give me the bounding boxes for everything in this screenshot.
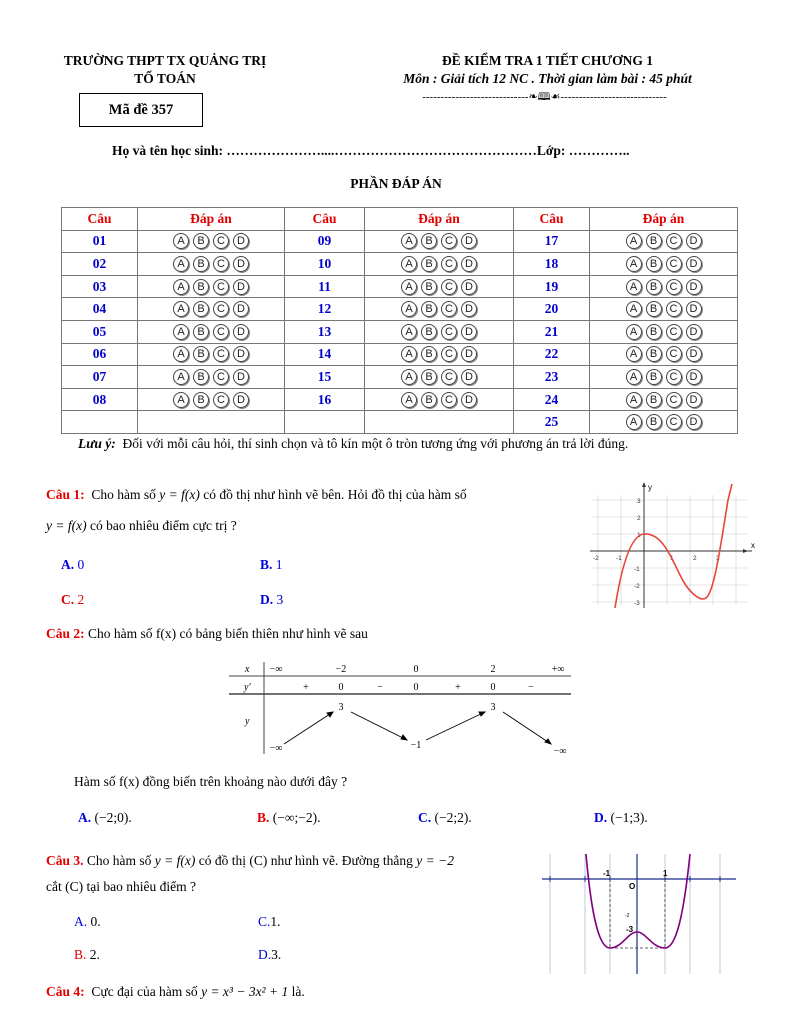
answer-row <box>62 253 738 276</box>
answer-bubble-b[interactable]: B <box>193 324 209 340</box>
answer-row <box>62 343 738 366</box>
answer-bubble-b[interactable]: B <box>646 369 662 385</box>
answer-bubbles <box>590 366 738 389</box>
answer-bubble-b[interactable]: B <box>646 414 662 430</box>
vt-yp-zero: 0 <box>490 682 496 693</box>
answer-bubbles <box>138 343 285 366</box>
header-divider: -----------------------------❧🕮☙----------------------------- <box>422 91 667 103</box>
answer-bubbles <box>138 230 285 253</box>
q2-option-a[interactable] <box>78 810 132 826</box>
question-number: 12 <box>285 298 365 321</box>
q3-function-graph <box>540 852 740 976</box>
q3-option-b[interactable] <box>74 947 100 963</box>
answer-bubble-d[interactable]: D <box>686 301 702 317</box>
q1-function-graph <box>588 480 756 610</box>
answer-bubbles <box>365 230 514 253</box>
q1-text-1: Cho hàm số <box>91 487 156 502</box>
answer-bubble-b[interactable]: B <box>193 369 209 385</box>
x-tick: 3 <box>716 555 720 562</box>
x-tick: 1 <box>663 869 668 878</box>
option-letter: B. <box>260 557 273 572</box>
q2-question: Hàm số f(x) đồng biến trên khoảng nào dưới đây ? <box>74 774 348 789</box>
x-tick: -2 <box>593 555 599 562</box>
option-value: 3. <box>271 947 282 962</box>
answer-bubble-d[interactable]: D <box>233 256 249 272</box>
question-number: 07 <box>62 366 138 389</box>
question-number: 04 <box>62 298 138 321</box>
option-letter: A. <box>61 557 75 572</box>
answer-bubbles <box>590 343 738 366</box>
answer-bubbles <box>365 275 514 298</box>
answer-row <box>62 320 738 343</box>
answer-bubble-b[interactable]: B <box>193 279 209 295</box>
answer-bubble-b[interactable]: B <box>646 392 662 408</box>
option-value: 1. <box>270 914 281 929</box>
answer-bubble-c[interactable]: C <box>666 346 682 362</box>
answer-bubble-a[interactable]: A <box>401 392 417 408</box>
question-number: 13 <box>285 320 365 343</box>
y-tick: -2 <box>625 913 630 919</box>
answer-bubble-c[interactable]: C <box>441 324 457 340</box>
vt-y-value: 3 <box>338 702 344 713</box>
option-letter: C. <box>258 914 271 929</box>
answer-bubbles <box>138 253 285 276</box>
answer-bubbles <box>138 320 285 343</box>
answer-bubble-c[interactable]: C <box>213 279 229 295</box>
answer-bubble-b[interactable]: B <box>646 233 662 249</box>
answer-bubbles <box>138 366 285 389</box>
answer-bubbles <box>138 411 285 434</box>
vt-y-value: −∞ <box>269 743 283 754</box>
answer-bubble-d[interactable]: D <box>461 279 477 295</box>
answer-bubble-b[interactable]: B <box>421 346 437 362</box>
answer-bubble-c[interactable]: C <box>441 256 457 272</box>
answer-bubble-a[interactable]: A <box>626 369 642 385</box>
answer-bubble-d[interactable]: D <box>461 392 477 408</box>
q1-option-b[interactable] <box>260 557 283 573</box>
answer-bubble-c[interactable]: C <box>441 392 457 408</box>
note-text: Đối với mỗi câu hỏi, thí sinh chọn và tô kín một ô tròn tương ứng với phương án trả lời đúng. <box>122 436 629 451</box>
answer-bubble-c[interactable]: C <box>213 324 229 340</box>
answer-bubble-b[interactable]: B <box>421 256 437 272</box>
vt-x-value: 0 <box>413 664 419 675</box>
answer-bubble-c[interactable]: C <box>666 392 682 408</box>
vt-yp-zero: 0 <box>413 682 419 693</box>
answer-bubble-d[interactable]: D <box>461 256 477 272</box>
question-number: 17 <box>514 230 590 253</box>
q3-text-2: có đồ thị (C) như hình vẽ. Đường thẳng <box>198 853 413 868</box>
section-title: PHẦN ĐÁP ÁN <box>350 176 442 191</box>
question-3-label: Câu 3. <box>46 853 84 868</box>
question-number: 24 <box>514 388 590 411</box>
question-number: 01 <box>62 230 138 253</box>
answer-bubble-c[interactable]: C <box>441 279 457 295</box>
answer-bubble-d[interactable]: D <box>686 279 702 295</box>
answer-bubble-a[interactable]: A <box>401 346 417 362</box>
variation-table <box>228 658 573 758</box>
exam-title: ĐỀ KIỂM TRA 1 TIẾT CHƯƠNG 1 <box>441 53 654 68</box>
answer-bubble-c[interactable]: C <box>666 301 682 317</box>
y-tick: -3 <box>634 600 640 607</box>
q3-formula-2: y = −2 <box>416 853 454 868</box>
q4-formula: y = x³ − 3x² + 1 <box>201 984 289 999</box>
col-answer-header: Đáp án <box>138 208 285 231</box>
answer-bubble-c[interactable]: C <box>666 279 682 295</box>
q1-text-2: có đồ thị như hình vẽ bên. Hỏi đồ thị của hàm số <box>203 487 467 502</box>
answer-bubble-a[interactable]: A <box>626 324 642 340</box>
col-question-header: Câu <box>62 208 138 231</box>
answer-bubble-b[interactable]: B <box>421 369 437 385</box>
question-number: 21 <box>514 320 590 343</box>
answer-bubble-a[interactable]: A <box>401 256 417 272</box>
vt-yp-zero: 0 <box>338 682 344 693</box>
question-number <box>62 411 138 434</box>
question-number: 06 <box>62 343 138 366</box>
y-tick: -2 <box>634 583 640 590</box>
answer-bubble-a[interactable]: A <box>173 369 189 385</box>
vt-yp-sign: + <box>303 682 309 693</box>
answer-bubble-c[interactable]: C <box>666 324 682 340</box>
answer-bubble-d[interactable]: D <box>233 369 249 385</box>
answer-bubble-a[interactable]: A <box>173 301 189 317</box>
answer-bubble-b[interactable]: B <box>193 256 209 272</box>
vt-y-label: y <box>245 716 250 727</box>
answer-bubble-d[interactable]: D <box>686 233 702 249</box>
question-2-label: Câu 2: <box>46 626 85 641</box>
answer-row <box>62 388 738 411</box>
answer-bubble-c[interactable]: C <box>666 256 682 272</box>
answer-bubbles <box>365 366 514 389</box>
question-number: 22 <box>514 343 590 366</box>
q4-text-1: Cực đại của hàm số <box>91 984 198 999</box>
answer-bubble-c[interactable]: C <box>666 369 682 385</box>
answer-bubble-c[interactable]: C <box>213 346 229 362</box>
answer-bubble-b[interactable]: B <box>646 324 662 340</box>
answer-bubble-c[interactable]: C <box>441 301 457 317</box>
answer-bubble-d[interactable]: D <box>461 346 477 362</box>
option-letter: D. <box>260 592 274 607</box>
answer-bubble-d[interactable]: D <box>233 324 249 340</box>
option-letter: C. <box>418 810 432 825</box>
vt-x-value: −∞ <box>269 664 283 675</box>
q3-option-c[interactable] <box>258 914 281 930</box>
option-value: 0. <box>90 914 101 929</box>
y-tick: -3 <box>626 925 634 934</box>
answer-bubbles <box>590 411 738 434</box>
option-value: (−∞;−2). <box>272 810 321 825</box>
answer-row <box>62 275 738 298</box>
answer-bubbles <box>138 298 285 321</box>
question-number: 20 <box>514 298 590 321</box>
answer-bubble-a[interactable]: A <box>626 233 642 249</box>
question-number: 15 <box>285 366 365 389</box>
answer-bubble-a[interactable]: A <box>626 279 642 295</box>
y-axis-label: y <box>648 483 652 492</box>
answer-bubble-c[interactable]: C <box>213 256 229 272</box>
question-number: 05 <box>62 320 138 343</box>
vt-x-value: −2 <box>335 664 347 675</box>
answer-bubble-b[interactable]: B <box>646 301 662 317</box>
answer-bubble-a[interactable]: A <box>401 324 417 340</box>
question-1-stem-line2 <box>46 518 237 534</box>
answer-bubble-d[interactable]: D <box>686 324 702 340</box>
answer-bubbles <box>590 253 738 276</box>
vt-x-value: 2 <box>490 664 496 675</box>
note-label: Lưu ý: <box>78 436 116 451</box>
answer-bubble-c[interactable]: C <box>441 369 457 385</box>
x-tick: -1 <box>603 869 611 878</box>
answer-bubble-a[interactable]: A <box>626 392 642 408</box>
answer-row <box>62 298 738 321</box>
answer-bubble-d[interactable]: D <box>461 324 477 340</box>
vt-x-label: x <box>245 664 250 675</box>
answer-bubble-a[interactable]: A <box>173 392 189 408</box>
answer-bubble-b[interactable]: B <box>193 301 209 317</box>
answer-bubble-b[interactable]: B <box>421 392 437 408</box>
answer-bubble-c[interactable]: C <box>213 301 229 317</box>
function-curve <box>615 484 732 608</box>
answer-bubbles <box>365 411 514 434</box>
answer-bubble-d[interactable]: D <box>461 369 477 385</box>
answer-bubble-c[interactable]: C <box>213 392 229 408</box>
answer-bubbles <box>590 275 738 298</box>
x-axis-label: x <box>751 541 755 550</box>
answer-bubble-a[interactable]: A <box>401 301 417 317</box>
answer-bubble-a[interactable]: A <box>173 346 189 362</box>
q4-text-2: là. <box>291 984 305 999</box>
question-number: 18 <box>514 253 590 276</box>
question-3-stem <box>46 853 454 869</box>
answer-bubble-a[interactable]: A <box>173 233 189 249</box>
q1-text-3: có bao nhiêu điểm cực trị ? <box>89 518 237 533</box>
question-1-stem <box>46 487 467 503</box>
answer-bubble-d[interactable]: D <box>686 414 702 430</box>
answer-bubble-d[interactable]: D <box>686 256 702 272</box>
answer-bubble-a[interactable]: A <box>626 301 642 317</box>
answer-bubble-d[interactable]: D <box>233 233 249 249</box>
answer-bubble-d[interactable]: D <box>461 233 477 249</box>
answer-bubble-a[interactable]: A <box>173 256 189 272</box>
vt-y-value: −1 <box>410 740 422 751</box>
option-value: 1 <box>275 557 283 572</box>
vt-x-value: +∞ <box>551 664 565 675</box>
question-number: 10 <box>285 253 365 276</box>
answer-row <box>62 230 738 253</box>
answer-bubble-b[interactable]: B <box>421 279 437 295</box>
answer-row <box>62 411 738 434</box>
answer-bubble-c[interactable]: C <box>666 414 682 430</box>
answer-bubble-d[interactable]: D <box>233 392 249 408</box>
q2-option-c[interactable] <box>418 810 472 826</box>
question-number: 11 <box>285 275 365 298</box>
col-question-header: Câu <box>514 208 590 231</box>
q3-text-1: Cho hàm số <box>86 853 152 868</box>
question-number: 09 <box>285 230 365 253</box>
col-answer-header: Đáp án <box>590 208 738 231</box>
answer-bubbles <box>590 388 738 411</box>
y-tick: 2 <box>637 515 641 522</box>
question-number: 19 <box>514 275 590 298</box>
answer-bubble-b[interactable]: B <box>421 301 437 317</box>
x-tick: 2 <box>693 555 697 562</box>
answer-table-header <box>62 208 738 231</box>
q1-formula-2: y = f(x) <box>46 518 87 533</box>
answer-bubble-c[interactable]: C <box>441 346 457 362</box>
answer-bubble-d[interactable]: D <box>233 346 249 362</box>
option-letter: A. <box>78 810 92 825</box>
exam-header <box>365 52 730 88</box>
graph-grid <box>592 495 748 605</box>
q1-option-c[interactable] <box>61 592 84 608</box>
answer-bubbles <box>365 253 514 276</box>
y-tick: -1 <box>634 566 640 573</box>
answer-bubble-d[interactable]: D <box>233 301 249 317</box>
option-letter: B. <box>74 947 87 962</box>
vt-yp-label: y′ <box>244 682 251 693</box>
answer-bubble-b[interactable]: B <box>421 324 437 340</box>
vt-y-value: 3 <box>490 702 496 713</box>
answer-bubble-a[interactable]: A <box>401 233 417 249</box>
answer-bubble-a[interactable]: A <box>173 324 189 340</box>
answer-bubble-a[interactable]: A <box>173 279 189 295</box>
q2-option-b[interactable] <box>257 810 320 826</box>
question-4-label: Câu 4: <box>46 984 85 999</box>
vt-y-value: −∞ <box>553 746 567 757</box>
answer-bubbles <box>365 298 514 321</box>
question-number: 08 <box>62 388 138 411</box>
exam-subtitle: Môn : Giải tích 12 NC . Thời gian làm bài : 45 phút <box>403 71 692 86</box>
q1-option-a[interactable] <box>61 557 84 573</box>
answer-bubble-d[interactable]: D <box>233 279 249 295</box>
answer-bubble-d[interactable]: D <box>686 346 702 362</box>
answer-bubble-a[interactable]: A <box>401 369 417 385</box>
y-tick: 3 <box>637 498 641 505</box>
x-tick: -1 <box>616 555 622 562</box>
q3-formula: y = f(x) <box>154 853 196 868</box>
option-value: 2. <box>89 947 100 962</box>
answer-bubble-b[interactable]: B <box>193 346 209 362</box>
answer-bubble-b[interactable]: B <box>646 256 662 272</box>
q3-option-a[interactable] <box>74 914 101 930</box>
answer-bubbles <box>365 320 514 343</box>
answer-bubbles <box>138 275 285 298</box>
vt-yp-sign: − <box>528 682 534 693</box>
answer-bubble-b[interactable]: B <box>646 346 662 362</box>
col-question-header: Câu <box>285 208 365 231</box>
answer-bubble-b[interactable]: B <box>193 392 209 408</box>
x-tick: 1 <box>670 555 674 562</box>
question-number <box>285 411 365 434</box>
question-number: 23 <box>514 366 590 389</box>
answer-row <box>62 366 738 389</box>
question-2-stem <box>46 626 368 642</box>
col-answer-header: Đáp án <box>365 208 514 231</box>
option-letter: D. <box>258 947 272 962</box>
answer-bubble-a[interactable]: A <box>626 346 642 362</box>
instruction-note <box>78 436 628 452</box>
option-letter: B. <box>257 810 270 825</box>
answer-bubbles <box>365 343 514 366</box>
exam-code-box: Mã đề 357 <box>79 93 203 127</box>
department-name: TỔ TOÁN <box>134 71 196 86</box>
q2-option-d[interactable] <box>594 810 648 826</box>
answer-bubble-c[interactable]: C <box>213 233 229 249</box>
answer-bubble-a[interactable]: A <box>626 256 642 272</box>
answer-bubble-a[interactable]: A <box>626 414 642 430</box>
answer-bubble-c[interactable]: C <box>666 233 682 249</box>
q3-text-3: cắt (C) tại bao nhiêu điểm ? <box>46 879 196 894</box>
answer-bubble-c[interactable]: C <box>441 233 457 249</box>
answer-bubble-a[interactable]: A <box>401 279 417 295</box>
option-letter: A. <box>74 914 88 929</box>
answer-bubbles <box>590 298 738 321</box>
q3-option-d[interactable] <box>258 947 281 963</box>
option-value: (−2;2). <box>434 810 472 825</box>
school-name: TRƯỜNG THPT TX QUẢNG TRỊ <box>63 53 267 68</box>
question-number: 14 <box>285 343 365 366</box>
student-name-line: Họ và tên học sinh: …………………....………………………………………Lớp: ………….. <box>112 143 630 158</box>
question-number: 16 <box>285 388 365 411</box>
answer-sheet-table <box>61 207 738 434</box>
option-value: (−2;0). <box>94 810 132 825</box>
vt-yp-sign: + <box>455 682 461 693</box>
option-letter: D. <box>594 810 608 825</box>
question-number: 02 <box>62 253 138 276</box>
question-1-label: Câu 1: <box>46 487 85 502</box>
answer-bubble-b[interactable]: B <box>421 233 437 249</box>
answer-bubble-b[interactable]: B <box>646 279 662 295</box>
option-letter: C. <box>61 592 75 607</box>
origin-label: O <box>629 882 636 891</box>
answer-bubble-d[interactable]: D <box>461 301 477 317</box>
question-number: 03 <box>62 275 138 298</box>
answer-bubbles <box>590 230 738 253</box>
y-tick: 1 <box>637 532 641 539</box>
q2-text: Cho hàm số f(x) có bảng biến thiên như hình vẽ sau <box>88 626 368 641</box>
function-curve <box>586 854 690 948</box>
q1-option-d[interactable] <box>260 592 283 608</box>
axis-arrows <box>642 482 748 553</box>
q1-formula: y = f(x) <box>159 487 200 502</box>
answer-bubbles <box>590 320 738 343</box>
option-value: 3 <box>276 592 284 607</box>
option-value: 2 <box>77 592 85 607</box>
answer-bubbles <box>365 388 514 411</box>
answer-bubbles <box>138 388 285 411</box>
answer-bubble-d[interactable]: D <box>686 392 702 408</box>
answer-bubble-b[interactable]: B <box>193 233 209 249</box>
question-number: 25 <box>514 411 590 434</box>
question-4-stem <box>46 984 305 1000</box>
vt-yp-sign: − <box>377 682 383 693</box>
option-value: 0 <box>77 557 85 572</box>
option-value: (−1;3). <box>610 810 648 825</box>
answer-bubble-d[interactable]: D <box>686 369 702 385</box>
answer-bubble-c[interactable]: C <box>213 369 229 385</box>
school-header <box>40 52 290 88</box>
